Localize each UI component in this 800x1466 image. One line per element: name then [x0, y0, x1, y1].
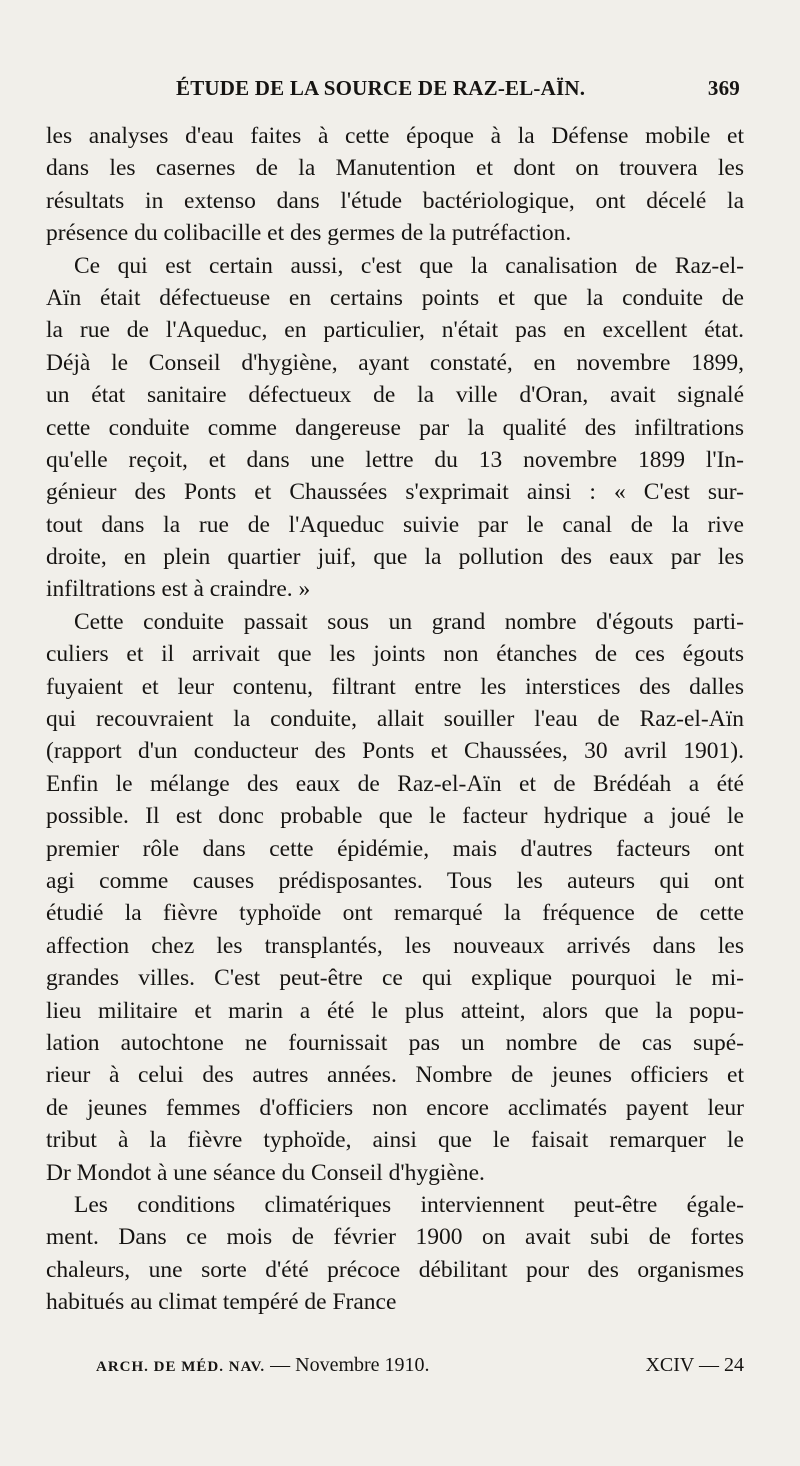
- text-line: tribut à la fièvre typhoïde, ainsi que le faisait remarquer le: [46, 1127, 744, 1154]
- journal-abbreviation: ARCH. DE MÉD. NAV.: [96, 1359, 266, 1375]
- text-line: Les conditions climatériques interviennent peut-être égale-: [74, 1191, 744, 1218]
- text-line: Aïn était défectueuse en certains points et que la conduite de: [46, 284, 744, 311]
- text-line: affection chez les transplantés, les nouveaux arrivés dans les: [46, 932, 744, 959]
- text-line: dans les casernes de la Manutention et dont on trouvera les: [46, 155, 744, 182]
- text-line: Cette conduite passait sous un grand nombre d'égouts parti-: [74, 608, 744, 635]
- text-line: étudié la fièvre typhoïde ont remarqué la fréquence de cette: [46, 900, 744, 927]
- text-line: Dr Mondot à une séance du Conseil d'hygiène.: [46, 1159, 485, 1186]
- text-line: Déjà le Conseil d'hygiène, ayant constaté, en novembre 1899,: [46, 349, 744, 376]
- text-line: présence du colibacille et des germes de la putréfaction.: [46, 220, 572, 247]
- text-line: qu'elle reçoit, et dans une lettre du 13 novembre 1899 l'In-: [46, 446, 744, 473]
- footer-dash: —: [270, 1354, 291, 1376]
- text-line: premier rôle dans cette épidémie, mais d'autres facteurs ont: [46, 835, 744, 862]
- page-header: [46, 76, 744, 112]
- text-line: ment. Dans ce mois de février 1900 on avait subi de fortes: [46, 1224, 744, 1251]
- text-line: résultats in extenso dans l'étude bactériologique, ont décelé la: [46, 187, 744, 214]
- text-line: droite, en plein quartier juif, que la pollution des eaux par les: [46, 544, 744, 571]
- text-line: un état sanitaire défectueux de la ville d'Oran, avait signalé: [46, 382, 744, 409]
- text-line: de jeunes femmes d'officiers non encore acclimatés payent leur: [46, 1094, 744, 1121]
- text-line: la rue de l'Aqueduc, en particulier, n'était pas en excellent état.: [46, 317, 744, 344]
- text-line: possible. Il est donc probable que le facteur hydrique a joué le: [46, 803, 744, 830]
- signature-mark: XCIV — 24: [645, 1354, 744, 1376]
- text-line: génieur des Ponts et Chaussées s'exprimait ainsi : « C'est sur-: [46, 479, 744, 506]
- text-line: (rapport d'un conducteur des Ponts et Chaussées, 30 avril 1901).: [46, 738, 744, 765]
- issue-date: Novembre 1910.: [295, 1354, 430, 1376]
- text-line: rieur à celui des autres années. Nombre de jeunes officiers et: [46, 1062, 744, 1089]
- text-line: culiers et il arrivait que les joints non étanches de ces égouts: [46, 641, 744, 668]
- text-line: fuyaient et leur contenu, filtrant entre les interstices des dalles: [46, 673, 744, 700]
- page-number: 369: [707, 76, 740, 100]
- text-line: chaleurs, une sorte d'été précoce débilitant pour des organismes: [46, 1256, 744, 1283]
- text-line: qui recouvraient la conduite, allait souiller l'eau de Raz-el-Aïn: [46, 706, 744, 733]
- text-line: Ce qui est certain aussi, c'est que la canalisation de Raz-el-: [74, 252, 744, 279]
- text-line: tout dans la rue de l'Aqueduc suivie par le canal de la rive: [46, 511, 744, 538]
- text-line: lieu militaire et marin a été le plus atteint, alors que la popu-: [46, 997, 744, 1024]
- text-line: lation autochtone ne fournissait pas un nombre de cas supé-: [46, 1029, 744, 1056]
- text-line: grandes villes. C'est peut-être ce qui explique pourquoi le mi-: [46, 965, 744, 992]
- page-footer: [96, 1354, 744, 1384]
- text-line: cette conduite comme dangereuse par la qualité des infiltrations: [46, 414, 744, 441]
- text-line: Enfin le mélange des eaux de Raz-el-Aïn et de Brédéah a été: [46, 770, 744, 797]
- text-line: les analyses d'eau faites à cette époque à la Défense mobile et: [46, 123, 744, 149]
- body-text: [46, 120, 744, 1318]
- text-line: habitués au climat tempéré de France: [46, 1289, 397, 1316]
- text-line: infiltrations est à craindre. »: [46, 576, 311, 603]
- footer-citation: [96, 1354, 430, 1377]
- text-line: agi comme causes prédisposantes. Tous les auteurs qui ont: [46, 867, 744, 894]
- running-title: ÉTUDE DE LA SOURCE DE RAZ-EL-AÏN.: [176, 76, 586, 100]
